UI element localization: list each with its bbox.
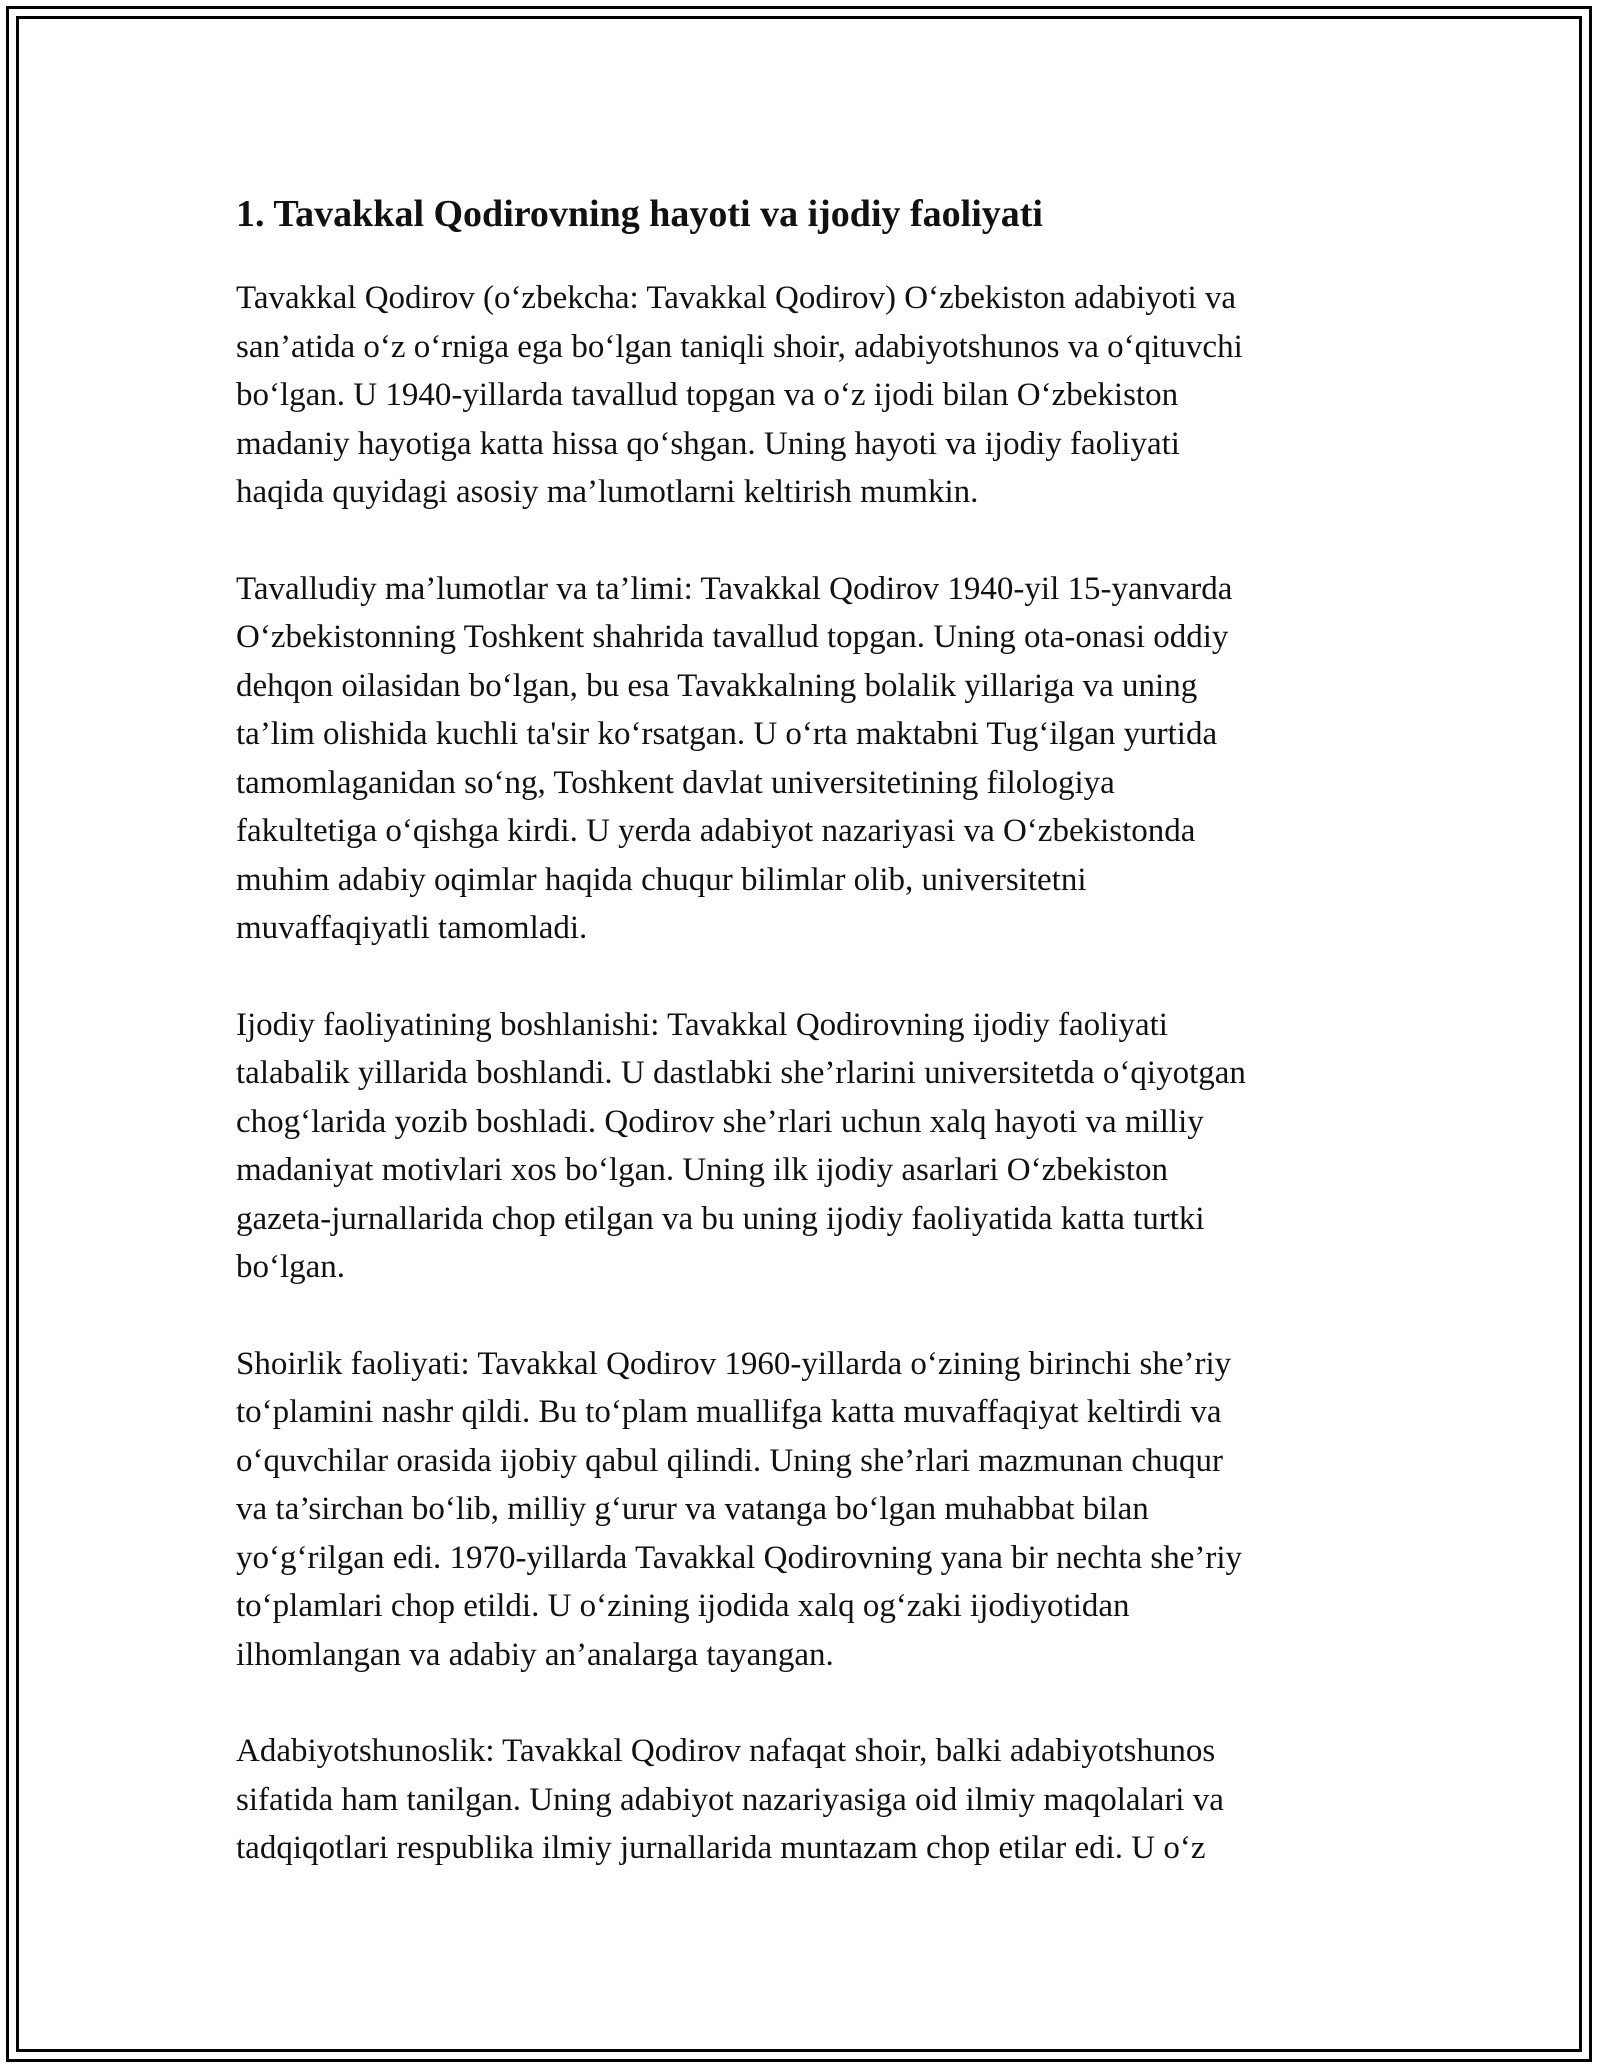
- paragraph-literary-studies: Adabiyotshunoslik: Tavakkal Qodirov nafaqat shoir, balki adabiyotshunos sifatida ham tanilgan. Uning adabiyot nazariyasiga oid ilmiy maqolalari va tadqiqotlari respublika ilmiy jurnallarida muntazam chop etilar edi. U o‘z: [236, 1733, 1224, 1866]
- paragraph-poetry: Shoirlik faoliyati: Tavakkal Qodirov 1960-yillarda o‘zining birinchi she’riy to‘plamini nashr qildi. Bu to‘plam muallifga katta muvaffaqiyat keltirdi va o‘quvchilar orasida ijobiy qabul qilindi. Uning she’rlari mazmunan chuqur va ta’sirchan bo‘lib, milliy g‘urur va vatanga bo‘lgan muhabbat bilan yo‘g‘rilgan edi. 1970-yillarda Tavakkal Qodirovning yana bir nechta she’riy to‘plamlari chop etildi. U o‘zining ijodida xalq og‘zaki ijodiyotidan ilhomlangan va adabiy an’analarga tayangan.: [236, 1345, 1243, 1673]
- paragraph-intro: Tavakkal Qodirov (o‘zbekcha: Tavakkal Qodirov) O‘zbekiston adabiyoti va san’atida o‘z o‘rniga ega bo‘lgan taniqli shoir, adabiyotshunos va o‘qituvchi bo‘lgan. U 1940-yillarda tavallud topgan va o‘z ijodi bilan O‘zbekiston madaniy hayotiga katta hissa qo‘shgan. Uning hayoti va ijodiy faoliyati haqida quyidagi asosiy ma’lumotlarni keltirish mumkin.: [236, 280, 1243, 510]
- document-body: [236, 186, 1366, 1921]
- paragraph-birth-education: Tavalludiy ma’lumotlar va ta’limi: Tavakkal Qodirov 1940-yil 15-yanvarda O‘zbekistonning Toshkent shahrida tavallud topgan. Uning ota-onasi oddiy dehqon oilasidan bo‘lgan, bu esa Tavakkalning bolalik yillariga va uning ta’lim olishida kuchli ta'sir ko‘rsatgan. U o‘rta maktabni Tug‘ilgan yurtida tamomlaganidan so‘ng, Toshkent davlat universitetining filologiya fakultetiga o‘qishga kirdi. U yerda adabiyot nazariyasi va O‘zbekistonda muhim adabiy oqimlar haqida chuqur bilimlar olib, universitetni muvaffaqiyatli tamomladi.: [236, 570, 1233, 946]
- section-title: 1. Tavakkal Qodirovning hayoti va ijodiy faoliyati: [236, 193, 1043, 235]
- paragraph-creative-beginning: Ijodiy faoliyatining boshlanishi: Tavakkal Qodirovning ijodiy faoliyati talabalik yillarida boshlandi. U dastlabki she’rlarini universitetda o‘qiyotgan chog‘larida yozib boshladi. Qodirov she’rlari uchun xalq hayoti va milliy madaniyat motivlari xos bo‘lgan. Uning ilk ijodiy asarlari O‘zbekiston gazeta-jurnallarida chop etilgan va bu uning ijodiy faoliyatida katta turtki bo‘lgan.: [236, 1006, 1246, 1285]
